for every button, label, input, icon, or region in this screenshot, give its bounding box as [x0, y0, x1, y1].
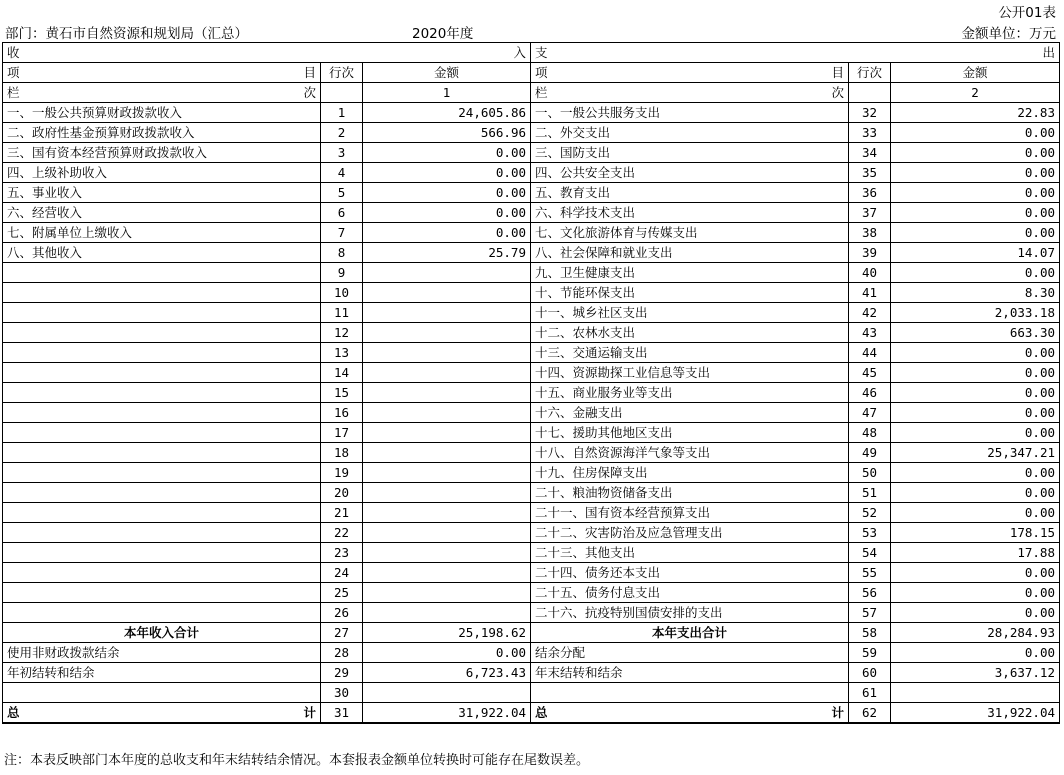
expense-amount: 0.00 [891, 383, 1060, 403]
income-amount [363, 443, 531, 463]
expense-line-no: 48 [849, 423, 891, 443]
expense-amount: 22.83 [891, 103, 1060, 123]
table-row [3, 523, 1060, 543]
income-item [3, 363, 321, 383]
grand-total-row [3, 703, 1060, 724]
table-row [3, 443, 1060, 463]
income-line-no: 14 [321, 363, 363, 383]
income-amount [363, 463, 531, 483]
expense-amount: 0.00 [891, 203, 1060, 223]
expense-item: 六、科学技术支出 [531, 203, 849, 223]
income-amount [363, 363, 531, 383]
expense-heading-right: 出 [1042, 45, 1055, 60]
table-row [3, 383, 1060, 403]
expense-line-no: 58 [849, 623, 891, 643]
subtotal-row [3, 623, 1060, 643]
income-item [3, 583, 321, 603]
income-amount: 0.00 [363, 203, 531, 223]
income-heading-right: 入 [513, 45, 526, 60]
expense-item-header [531, 63, 849, 83]
expense-line-no: 42 [849, 303, 891, 323]
expense-item: 二、外交支出 [531, 123, 849, 143]
income-amount: 0.00 [363, 223, 531, 243]
income-line-no: 29 [321, 663, 363, 683]
expense-amount: 14.07 [891, 243, 1060, 263]
income-item-header [3, 63, 321, 83]
expense-amount: 0.00 [891, 183, 1060, 203]
expense-col-label-left: 栏 [535, 85, 548, 100]
expense-item: 九、卫生健康支出 [531, 263, 849, 283]
expense-line-no: 43 [849, 323, 891, 343]
expense-heading [531, 43, 1060, 63]
expense-line-no: 37 [849, 203, 891, 223]
table-row [3, 103, 1060, 123]
expense-col-label [531, 83, 849, 103]
table-row [3, 603, 1060, 623]
income-line-no: 3 [321, 143, 363, 163]
income-total-amount: 31,922.04 [363, 703, 531, 724]
expense-amount: 0.00 [891, 483, 1060, 503]
income-col-number: 1 [363, 83, 531, 103]
expense-amount: 0.00 [891, 343, 1060, 363]
expense-amount: 0.00 [891, 643, 1060, 663]
income-line-header: 行次 [321, 63, 363, 83]
expense-item: 本年支出合计 [531, 623, 849, 643]
income-line-no: 18 [321, 443, 363, 463]
table-row [3, 323, 1060, 343]
expense-line-no: 34 [849, 143, 891, 163]
income-amount [363, 283, 531, 303]
table-row [3, 423, 1060, 443]
expense-item: 十五、商业服务业等支出 [531, 383, 849, 403]
income-line-no: 23 [321, 543, 363, 563]
expense-line-no: 53 [849, 523, 891, 543]
table-row [3, 683, 1060, 703]
table-row [3, 403, 1060, 423]
expense-total-label-right: 计 [831, 705, 844, 720]
income-amount [363, 263, 531, 283]
income-amount [363, 423, 531, 443]
expense-total-label [531, 703, 849, 724]
income-item [3, 503, 321, 523]
income-item [3, 383, 321, 403]
table-row [3, 303, 1060, 323]
department-label: 部门：黄石市自然资源和规划局（汇总） [5, 26, 248, 42]
income-line-no: 31 [321, 703, 363, 724]
expense-item: 二十三、其他支出 [531, 543, 849, 563]
expense-line-no: 46 [849, 383, 891, 403]
income-item [3, 523, 321, 543]
expense-item: 年末结转和结余 [531, 663, 849, 683]
footer-note: 注：本表反映部门本年度的总收支和年末结转结余情况。本套报表金额单位转换时可能存在尾数误差。 [4, 753, 590, 768]
table-row [3, 463, 1060, 483]
table-row [3, 163, 1060, 183]
income-heading [3, 43, 531, 63]
expense-line-no: 56 [849, 583, 891, 603]
income-amount [363, 563, 531, 583]
expense-item: 十八、自然资源海洋气象等支出 [531, 443, 849, 463]
income-item: 五、事业收入 [3, 183, 321, 203]
expense-amount-header: 金额 [891, 63, 1060, 83]
expense-line-no: 59 [849, 643, 891, 663]
income-line-no: 28 [321, 643, 363, 663]
expense-line-no: 57 [849, 603, 891, 623]
income-amount [363, 503, 531, 523]
income-amount [363, 583, 531, 603]
income-item-header-left: 项 [7, 65, 20, 80]
expense-line-no: 61 [849, 683, 891, 703]
table-row [3, 183, 1060, 203]
expense-item: 十七、援助其他地区支出 [531, 423, 849, 443]
income-amount: 6,723.43 [363, 663, 531, 683]
expense-line-no: 55 [849, 563, 891, 583]
expense-amount: 0.00 [891, 363, 1060, 383]
expense-amount: 2,033.18 [891, 303, 1060, 323]
expense-amount: 3,637.12 [891, 663, 1060, 683]
expense-item: 十九、住房保障支出 [531, 463, 849, 483]
expense-amount: 178.15 [891, 523, 1060, 543]
income-amount [363, 683, 531, 703]
expense-amount: 0.00 [891, 223, 1060, 243]
income-expense-table [2, 42, 1060, 724]
expense-line-no: 39 [849, 243, 891, 263]
table-row [3, 563, 1060, 583]
income-item: 四、上级补助收入 [3, 163, 321, 183]
table-row [3, 243, 1060, 263]
income-item [3, 283, 321, 303]
expense-line-no: 51 [849, 483, 891, 503]
expense-line-no: 35 [849, 163, 891, 183]
table-row [3, 583, 1060, 603]
expense-item: 三、国防支出 [531, 143, 849, 163]
expense-amount: 0.00 [891, 503, 1060, 523]
expense-amount: 0.00 [891, 163, 1060, 183]
head-row-category [3, 43, 1060, 63]
income-item [3, 263, 321, 283]
expense-line-no: 36 [849, 183, 891, 203]
expense-item: 一、一般公共服务支出 [531, 103, 849, 123]
income-item: 七、附属单位上缴收入 [3, 223, 321, 243]
income-line-no: 12 [321, 323, 363, 343]
head-row-column-numbers [3, 83, 1060, 103]
expense-line-no: 50 [849, 463, 891, 483]
expense-amount: 663.30 [891, 323, 1060, 343]
income-line-no: 24 [321, 563, 363, 583]
income-line-no: 26 [321, 603, 363, 623]
income-item: 使用非财政拨款结余 [3, 643, 321, 663]
expense-item [531, 683, 849, 703]
income-line-no: 6 [321, 203, 363, 223]
amount-unit: 金额单位：万元 [961, 26, 1056, 42]
income-line-no: 2 [321, 123, 363, 143]
income-col-label-right: 次 [303, 85, 316, 100]
table-row [3, 223, 1060, 243]
income-line-no: 5 [321, 183, 363, 203]
expense-item: 五、教育支出 [531, 183, 849, 203]
expense-item: 二十四、债务还本支出 [531, 563, 849, 583]
expense-line-no: 38 [849, 223, 891, 243]
expense-amount: 0.00 [891, 603, 1060, 623]
expense-line-no: 49 [849, 443, 891, 463]
table-row [3, 123, 1060, 143]
expense-amount: 0.00 [891, 143, 1060, 163]
expense-item: 二十六、抗疫特别国债安排的支出 [531, 603, 849, 623]
income-item: 二、政府性基金预算财政拨款收入 [3, 123, 321, 143]
income-amount-header: 金额 [363, 63, 531, 83]
expense-item-header-right: 目 [831, 65, 844, 80]
table-row [3, 283, 1060, 303]
income-amount [363, 483, 531, 503]
expense-amount: 0.00 [891, 423, 1060, 443]
expense-total-label-left: 总 [535, 705, 548, 720]
expense-amount: 0.00 [891, 563, 1060, 583]
income-heading-left: 收 [7, 45, 20, 60]
expense-line-no: 40 [849, 263, 891, 283]
expense-col-label-right: 次 [831, 85, 844, 100]
income-line-no: 17 [321, 423, 363, 443]
income-item [3, 403, 321, 423]
income-item [3, 323, 321, 343]
income-amount [363, 603, 531, 623]
income-item: 六、经营收入 [3, 203, 321, 223]
expense-line-no: 44 [849, 343, 891, 363]
expense-item: 八、社会保障和就业支出 [531, 243, 849, 263]
expense-amount: 25,347.21 [891, 443, 1060, 463]
table-row [3, 503, 1060, 523]
income-line-no: 13 [321, 343, 363, 363]
income-amount: 0.00 [363, 643, 531, 663]
expense-item: 结余分配 [531, 643, 849, 663]
income-col-label-left: 栏 [7, 85, 20, 100]
expense-amount: 0.00 [891, 263, 1060, 283]
expense-item: 十三、交通运输支出 [531, 343, 849, 363]
income-amount [363, 383, 531, 403]
expense-item: 十四、资源勘探工业信息等支出 [531, 363, 849, 383]
income-item: 年初结转和结余 [3, 663, 321, 683]
expense-col-number: 2 [891, 83, 1060, 103]
table-row [3, 643, 1060, 663]
income-amount: 0.00 [363, 163, 531, 183]
expense-line-no: 33 [849, 123, 891, 143]
expense-item-header-left: 项 [535, 65, 548, 80]
expense-item: 二十一、国有资本经营预算支出 [531, 503, 849, 523]
expense-total-amount: 31,922.04 [891, 703, 1060, 724]
income-amount: 25,198.62 [363, 623, 531, 643]
income-item: 一、一般公共预算财政拨款收入 [3, 103, 321, 123]
expense-amount: 0.00 [891, 583, 1060, 603]
income-amount: 25.79 [363, 243, 531, 263]
table-row [3, 143, 1060, 163]
expense-line-header: 行次 [849, 63, 891, 83]
income-line-no: 30 [321, 683, 363, 703]
income-line-no: 16 [321, 403, 363, 423]
expense-item: 二十五、债务付息支出 [531, 583, 849, 603]
expense-amount: 0.00 [891, 463, 1060, 483]
expense-line-no: 54 [849, 543, 891, 563]
table-row [3, 483, 1060, 503]
income-item [3, 683, 321, 703]
expense-line-no: 62 [849, 703, 891, 724]
table-row [3, 203, 1060, 223]
head-row-columns [3, 63, 1060, 83]
table-row [3, 363, 1060, 383]
income-line-no: 11 [321, 303, 363, 323]
income-item [3, 343, 321, 363]
expense-line-no: 32 [849, 103, 891, 123]
expense-amount: 0.00 [891, 123, 1060, 143]
income-amount: 566.96 [363, 123, 531, 143]
expense-line-no: 41 [849, 283, 891, 303]
income-amount [363, 343, 531, 363]
income-item: 本年收入合计 [3, 623, 321, 643]
income-line-no: 7 [321, 223, 363, 243]
income-total-label [3, 703, 321, 724]
income-line-no: 8 [321, 243, 363, 263]
expense-item: 四、公共安全支出 [531, 163, 849, 183]
table-row [3, 343, 1060, 363]
income-item [3, 443, 321, 463]
income-amount [363, 403, 531, 423]
income-item [3, 303, 321, 323]
income-item [3, 563, 321, 583]
income-line-no: 4 [321, 163, 363, 183]
income-line-no: 15 [321, 383, 363, 403]
table-row [3, 663, 1060, 683]
expense-item: 七、文化旅游体育与传媒支出 [531, 223, 849, 243]
income-line-no: 10 [321, 283, 363, 303]
table-row [3, 263, 1060, 283]
expense-col-blank [849, 83, 891, 103]
income-line-no: 1 [321, 103, 363, 123]
expense-amount [891, 683, 1060, 703]
expense-item: 十二、农林水支出 [531, 323, 849, 343]
expense-line-no: 52 [849, 503, 891, 523]
income-amount [363, 523, 531, 543]
income-col-blank [321, 83, 363, 103]
expense-amount: 0.00 [891, 403, 1060, 423]
income-amount: 0.00 [363, 143, 531, 163]
expense-amount: 8.30 [891, 283, 1060, 303]
income-item [3, 603, 321, 623]
income-line-no: 27 [321, 623, 363, 643]
income-line-no: 20 [321, 483, 363, 503]
expense-line-no: 60 [849, 663, 891, 683]
report-year: 2020年度 [412, 26, 474, 42]
table-row [3, 543, 1060, 563]
income-amount [363, 543, 531, 563]
expense-item: 二十二、灾害防治及应急管理支出 [531, 523, 849, 543]
income-line-no: 19 [321, 463, 363, 483]
expense-amount: 17.88 [891, 543, 1060, 563]
form-code: 公开01表 [998, 5, 1056, 21]
income-item: 八、其他收入 [3, 243, 321, 263]
expense-item: 十六、金融支出 [531, 403, 849, 423]
income-item [3, 423, 321, 443]
income-amount: 24,605.86 [363, 103, 531, 123]
expense-item: 十、节能环保支出 [531, 283, 849, 303]
income-line-no: 25 [321, 583, 363, 603]
income-item-header-right: 目 [303, 65, 316, 80]
expense-item: 二十、粮油物资储备支出 [531, 483, 849, 503]
expense-line-no: 45 [849, 363, 891, 383]
income-line-no: 9 [321, 263, 363, 283]
income-line-no: 22 [321, 523, 363, 543]
income-item [3, 543, 321, 563]
income-col-label [3, 83, 321, 103]
income-amount: 0.00 [363, 183, 531, 203]
income-line-no: 21 [321, 503, 363, 523]
expense-item: 十一、城乡社区支出 [531, 303, 849, 323]
income-total-label-right: 计 [303, 705, 316, 720]
income-item [3, 463, 321, 483]
expense-line-no: 47 [849, 403, 891, 423]
report-header [0, 0, 1064, 42]
expense-amount: 28,284.93 [891, 623, 1060, 643]
income-amount [363, 303, 531, 323]
income-item [3, 483, 321, 503]
income-total-label-left: 总 [7, 705, 20, 720]
expense-heading-left: 支 [535, 45, 548, 60]
income-item: 三、国有资本经营预算财政拨款收入 [3, 143, 321, 163]
income-amount [363, 323, 531, 343]
